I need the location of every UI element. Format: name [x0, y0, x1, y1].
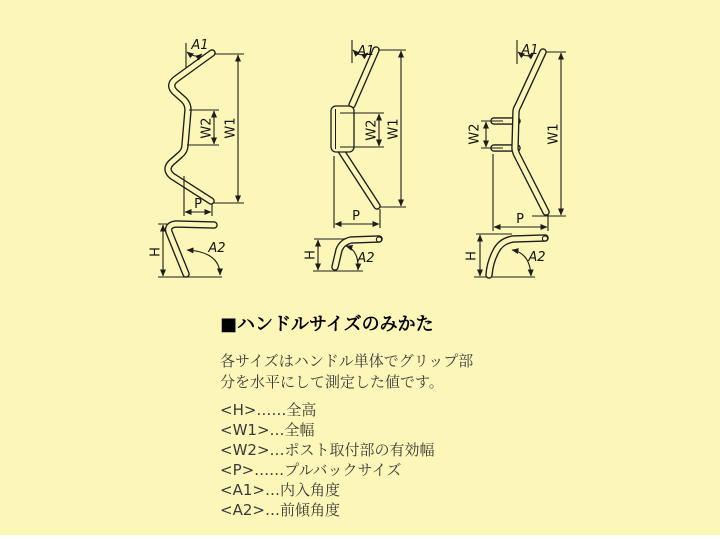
handlebar-diagram-3: [465, 40, 566, 277]
definition-w1: <W1>…全幅: [220, 421, 315, 439]
description-line-2: 分を水平にして測定した値です。: [220, 373, 444, 391]
a2-angle-arc: [346, 246, 358, 270]
definition-a2: <A2>…前傾角度: [220, 501, 340, 519]
a1-label: A1: [357, 44, 375, 59]
section-title: ■ハンドルサイズのみかた: [220, 314, 434, 335]
handlebar-3-side-view: [465, 234, 548, 277]
a1-label: A1: [191, 38, 209, 53]
a2-label: A2: [528, 250, 546, 265]
handlebar-diagram-2: [304, 40, 406, 271]
definition-h: <H>……全高: [220, 401, 317, 419]
a2-label: A2: [208, 241, 226, 256]
w1-label: W1: [386, 118, 402, 140]
handlebar-2-top-view: [331, 40, 406, 228]
h-label: H: [303, 250, 319, 260]
tube-path-inner: [169, 224, 214, 274]
description-line-1: 各サイズはハンドル単体でグリップ部: [220, 352, 474, 370]
dimension-definitions-list: [220, 400, 520, 520]
a1-label: A1: [521, 43, 539, 58]
handlebar-1-side-view: [149, 224, 226, 277]
handlebar-1-top-view: [168, 38, 244, 216]
w2-label: W2: [364, 119, 380, 141]
w2-label: W2: [199, 117, 215, 139]
tube-arm-lower-inner: [340, 149, 377, 206]
definition-w2: <W2>…ポスト取付部の有効幅: [220, 441, 435, 459]
section-description: [220, 351, 520, 393]
w2-label: W2: [467, 123, 483, 145]
handlebar-3-top-view: [468, 40, 566, 231]
definition-a1: <A1>…内入角度: [220, 481, 340, 499]
definition-p: <P>……プルバックサイズ: [220, 461, 402, 479]
footer-strip: [0, 535, 720, 540]
h-label: H: [148, 247, 164, 257]
p-label: P: [516, 212, 524, 227]
w1-label: W1: [546, 123, 562, 145]
size-guide-section: [220, 315, 520, 520]
handlebar-diagram-1: [149, 38, 244, 277]
h-label: H: [464, 251, 480, 261]
w1-label: W1: [223, 117, 239, 139]
a2-label: A2: [357, 251, 375, 266]
handlebar-2-side-view: [304, 237, 382, 271]
p-label: P: [194, 197, 202, 212]
p-label: P: [352, 209, 360, 224]
